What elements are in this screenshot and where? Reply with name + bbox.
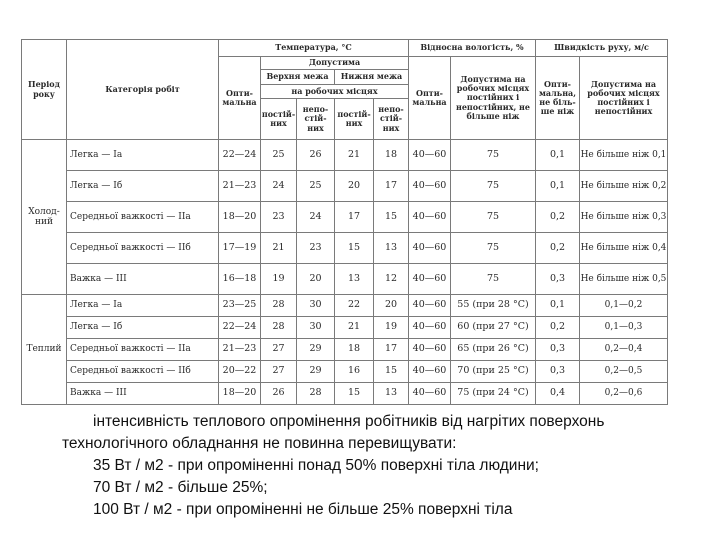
text-line: технологічного обладнання не повинна перевищувати: bbox=[62, 435, 457, 452]
cell-speed-allowed: Не більше ніж 0,2 bbox=[580, 171, 668, 202]
cell-upper-nonpermanent: 24 bbox=[297, 202, 335, 233]
cell-upper-permanent: 27 bbox=[261, 361, 297, 383]
cell-upper-nonpermanent: 26 bbox=[297, 140, 335, 171]
cell-humidity-optimal: 40—60 bbox=[409, 383, 451, 405]
cell-humidity-allowed: 75 bbox=[451, 202, 536, 233]
cell-lower-nonpermanent: 13 bbox=[374, 383, 409, 405]
cell-humidity-optimal: 40—60 bbox=[409, 202, 451, 233]
cell-lower-nonpermanent: 20 bbox=[374, 295, 409, 317]
cell-speed-optimal: 0,1 bbox=[536, 140, 580, 171]
header-hum-optimal: Опти-мальна bbox=[409, 57, 451, 140]
cell-speed-allowed: 0,1—0,3 bbox=[580, 317, 668, 339]
cell-temp-optimal: 21—23 bbox=[219, 339, 261, 361]
cell-humidity-allowed: 65 (при 26 °С) bbox=[451, 339, 536, 361]
header-humidity: Відносна вологість, % bbox=[409, 40, 536, 57]
cell-speed-allowed: Не більше ніж 0,1 bbox=[580, 140, 668, 171]
cell-humidity-allowed: 75 bbox=[451, 233, 536, 264]
cell-speed-allowed: Не більше ніж 0,4 bbox=[580, 233, 668, 264]
cell-temp-optimal: 22—24 bbox=[219, 140, 261, 171]
cell-upper-nonpermanent: 28 bbox=[297, 383, 335, 405]
cell-humidity-optimal: 40—60 bbox=[409, 140, 451, 171]
cell-lower-permanent: 21 bbox=[335, 140, 374, 171]
cell-humidity-allowed: 70 (при 25 °С) bbox=[451, 361, 536, 383]
header-temp-allowed: Допустима bbox=[261, 57, 409, 70]
cell-speed-allowed: 0,2—0,5 bbox=[580, 361, 668, 383]
cell-upper-nonpermanent: 29 bbox=[297, 339, 335, 361]
table-row bbox=[22, 295, 668, 317]
cell-humidity-allowed: 75 bbox=[451, 264, 536, 295]
cell-lower-permanent: 21 bbox=[335, 317, 374, 339]
table-row bbox=[22, 171, 668, 202]
header-lower-permanent: постій-них bbox=[335, 99, 374, 140]
cell-upper-nonpermanent: 20 bbox=[297, 264, 335, 295]
cell-upper-nonpermanent: 25 bbox=[297, 171, 335, 202]
cell-speed-optimal: 0,2 bbox=[536, 317, 580, 339]
cell-speed-allowed: Не більше ніж 0,5 bbox=[580, 264, 668, 295]
cell-period: Теплий bbox=[22, 295, 67, 405]
cell-humidity-optimal: 40—60 bbox=[409, 264, 451, 295]
cell-lower-permanent: 13 bbox=[335, 264, 374, 295]
header-upper-nonpermanent: непо-стій-них bbox=[297, 99, 335, 140]
cell-lower-permanent: 20 bbox=[335, 171, 374, 202]
header-speed-allowed: Допустима на робочих місцях постійних і непостійних bbox=[580, 57, 668, 140]
radiation-text bbox=[62, 411, 702, 521]
cell-lower-nonpermanent: 18 bbox=[374, 140, 409, 171]
cell-category: Середньої важкості — ІІа bbox=[67, 339, 219, 361]
text-line: 70 Вт / м2 - більше 25%; bbox=[93, 479, 268, 496]
cell-speed-optimal: 0,1 bbox=[536, 295, 580, 317]
cell-speed-optimal: 0,4 bbox=[536, 383, 580, 405]
cell-temp-optimal: 22—24 bbox=[219, 317, 261, 339]
header-speed-optimal: Опти-мальна, не біль-ше ніж bbox=[536, 57, 580, 140]
cell-category: Легка — Іб bbox=[67, 171, 219, 202]
cell-temp-optimal: 20—22 bbox=[219, 361, 261, 383]
cell-lower-nonpermanent: 13 bbox=[374, 233, 409, 264]
table-row bbox=[22, 264, 668, 295]
cell-humidity-allowed: 75 bbox=[451, 171, 536, 202]
cell-upper-permanent: 28 bbox=[261, 317, 297, 339]
header-at-workplaces: на робочих місцях bbox=[261, 85, 409, 99]
cell-lower-permanent: 15 bbox=[335, 383, 374, 405]
cell-humidity-optimal: 40—60 bbox=[409, 171, 451, 202]
text-line: 35 Вт / м2 - при опроміненні понад 50% поверхні тіла людини; bbox=[93, 457, 539, 474]
cell-humidity-allowed: 75 (при 24 °С) bbox=[451, 383, 536, 405]
header-lower-nonpermanent: непо-стій-них bbox=[374, 99, 409, 140]
header-hum-allowed: Допустима на робочих місцях постійних і непостійних, не більше ніж bbox=[451, 57, 536, 140]
header-upper-limit: Верхня межа bbox=[261, 70, 335, 85]
cell-temp-optimal: 17—19 bbox=[219, 233, 261, 264]
cell-speed-optimal: 0,3 bbox=[536, 339, 580, 361]
cell-period: Холод-ний bbox=[22, 140, 67, 295]
cell-category: Середньої важкості — ІІб bbox=[67, 361, 219, 383]
cell-temp-optimal: 18—20 bbox=[219, 383, 261, 405]
cell-upper-nonpermanent: 23 bbox=[297, 233, 335, 264]
cell-humidity-optimal: 40—60 bbox=[409, 339, 451, 361]
cell-category: Середньої важкості — ІІа bbox=[67, 202, 219, 233]
cell-humidity-optimal: 40—60 bbox=[409, 233, 451, 264]
header-speed: Швидкість руху, м/с bbox=[536, 40, 668, 57]
cell-lower-nonpermanent: 15 bbox=[374, 361, 409, 383]
header-lower-limit: Нижня межа bbox=[335, 70, 409, 85]
cell-speed-optimal: 0,2 bbox=[536, 233, 580, 264]
cell-humidity-optimal: 40—60 bbox=[409, 317, 451, 339]
header-period: Період року bbox=[22, 40, 67, 140]
table-row bbox=[22, 361, 668, 383]
cell-upper-nonpermanent: 30 bbox=[297, 317, 335, 339]
cell-lower-permanent: 16 bbox=[335, 361, 374, 383]
cell-upper-permanent: 28 bbox=[261, 295, 297, 317]
cell-speed-optimal: 0,1 bbox=[536, 171, 580, 202]
text-line: 100 Вт / м2 - при опроміненні не більше 25% поверхні тіла bbox=[93, 501, 513, 518]
cell-category: Важка — ІІІ bbox=[67, 264, 219, 295]
cell-upper-nonpermanent: 29 bbox=[297, 361, 335, 383]
cell-lower-nonpermanent: 17 bbox=[374, 171, 409, 202]
cell-humidity-allowed: 60 (при 27 °С) bbox=[451, 317, 536, 339]
cell-speed-optimal: 0,2 bbox=[536, 202, 580, 233]
table-body bbox=[22, 140, 668, 405]
cell-humidity-allowed: 75 bbox=[451, 140, 536, 171]
cell-lower-permanent: 18 bbox=[335, 339, 374, 361]
cell-speed-allowed: 0,1—0,2 bbox=[580, 295, 668, 317]
cell-lower-nonpermanent: 19 bbox=[374, 317, 409, 339]
text-line: інтенсивність теплового опромінення робітників від нагрітих поверхонь bbox=[93, 413, 605, 430]
cell-lower-nonpermanent: 17 bbox=[374, 339, 409, 361]
cell-upper-permanent: 21 bbox=[261, 233, 297, 264]
header-temperature: Температура, °С bbox=[219, 40, 409, 57]
cell-lower-permanent: 15 bbox=[335, 233, 374, 264]
cell-upper-permanent: 24 bbox=[261, 171, 297, 202]
table-row bbox=[22, 317, 668, 339]
cell-category: Легка — Іа bbox=[67, 140, 219, 171]
header-upper-permanent: постій-них bbox=[261, 99, 297, 140]
cell-upper-permanent: 26 bbox=[261, 383, 297, 405]
cell-speed-optimal: 0,3 bbox=[536, 264, 580, 295]
cell-lower-nonpermanent: 15 bbox=[374, 202, 409, 233]
cell-upper-permanent: 25 bbox=[261, 140, 297, 171]
cell-speed-allowed: 0,2—0,4 bbox=[580, 339, 668, 361]
table-row bbox=[22, 202, 668, 233]
cell-speed-allowed: Не більше ніж 0,3 bbox=[580, 202, 668, 233]
cell-lower-permanent: 22 bbox=[335, 295, 374, 317]
cell-speed-optimal: 0,3 bbox=[536, 361, 580, 383]
header-category: Категорія робіт bbox=[67, 40, 219, 140]
cell-humidity-optimal: 40—60 bbox=[409, 295, 451, 317]
microclimate-table bbox=[21, 39, 668, 405]
cell-humidity-allowed: 55 (при 28 °С) bbox=[451, 295, 536, 317]
cell-lower-nonpermanent: 12 bbox=[374, 264, 409, 295]
table-row bbox=[22, 233, 668, 264]
cell-category: Легка — Іа bbox=[67, 295, 219, 317]
cell-upper-permanent: 23 bbox=[261, 202, 297, 233]
cell-speed-allowed: 0,2—0,6 bbox=[580, 383, 668, 405]
cell-humidity-optimal: 40—60 bbox=[409, 361, 451, 383]
header-temp-optimal: Опти-мальна bbox=[219, 57, 261, 140]
table-row bbox=[22, 140, 668, 171]
cell-temp-optimal: 21—23 bbox=[219, 171, 261, 202]
cell-category: Важка — ІІІ bbox=[67, 383, 219, 405]
cell-temp-optimal: 18—20 bbox=[219, 202, 261, 233]
cell-upper-permanent: 19 bbox=[261, 264, 297, 295]
cell-category: Легка — Іб bbox=[67, 317, 219, 339]
cell-upper-nonpermanent: 30 bbox=[297, 295, 335, 317]
cell-upper-permanent: 27 bbox=[261, 339, 297, 361]
cell-lower-permanent: 17 bbox=[335, 202, 374, 233]
cell-temp-optimal: 16—18 bbox=[219, 264, 261, 295]
table-row bbox=[22, 383, 668, 405]
cell-temp-optimal: 23—25 bbox=[219, 295, 261, 317]
table-row bbox=[22, 339, 668, 361]
cell-category: Середньої важкості — ІІб bbox=[67, 233, 219, 264]
